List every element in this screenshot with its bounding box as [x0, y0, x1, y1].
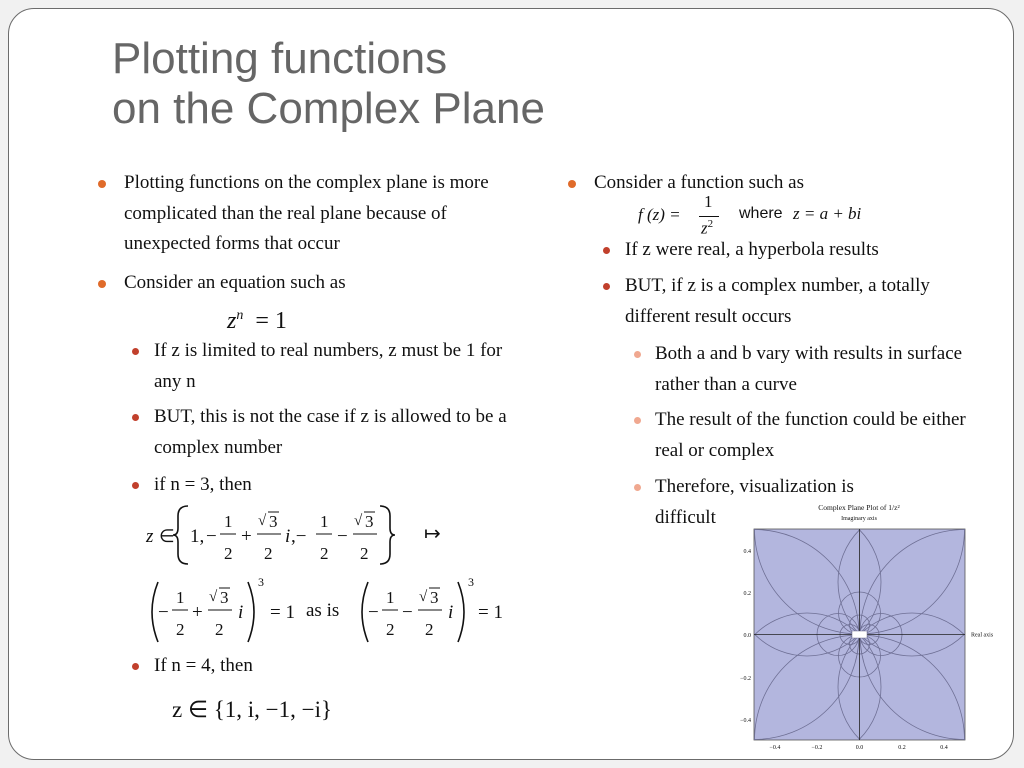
svg-text:√: √	[209, 589, 218, 605]
equation-fourth-roots: z ∈ {1, i, −1, −i}	[172, 697, 333, 722]
y-tick-label: 0.2	[743, 591, 751, 597]
plot-x-axis-label: Real axis	[971, 632, 994, 639]
svg-text:1: 1	[320, 512, 329, 531]
svg-text:−: −	[206, 526, 217, 547]
svg-text:2: 2	[215, 620, 224, 639]
x-tick-label: 0.2	[898, 745, 906, 751]
eq-f-den-base: z	[701, 218, 708, 238]
eq-zn-base: z	[227, 308, 237, 334]
right-third-bullet-1-text: Both a and b vary with results in surface rather than a curve	[655, 343, 963, 395]
x-tick-label: 0.4	[940, 745, 948, 751]
y-tick-label: −0.2	[740, 676, 751, 682]
svg-text:√: √	[419, 589, 428, 605]
left-sub-bullet-3	[154, 470, 514, 501]
svg-text:3: 3	[258, 575, 264, 589]
bullet-dot	[132, 663, 139, 670]
svg-text:2: 2	[386, 620, 395, 639]
svg-text:−: −	[402, 602, 413, 623]
svg-text:1: 1	[176, 588, 185, 607]
bullet-dot	[634, 351, 641, 358]
svg-text:1: 1	[386, 588, 395, 607]
svg-text:z: z	[146, 526, 154, 547]
svg-text:2: 2	[320, 544, 329, 563]
slide-title-line-2: on the Complex Plane	[112, 84, 545, 133]
right-sub-bullet-1	[625, 235, 985, 266]
svg-text:1,: 1,	[190, 526, 205, 547]
svg-text:2: 2	[425, 620, 434, 639]
svg-text:i: i	[285, 526, 291, 547]
x-tick-label: 0.0	[855, 745, 864, 751]
eq-zn-exponent: n	[236, 308, 244, 323]
right-third-bullet-2	[655, 405, 975, 466]
svg-text:2: 2	[224, 544, 233, 563]
svg-text:= 1: = 1	[478, 602, 503, 623]
bullet-dot	[132, 482, 139, 489]
bullet-dot	[98, 280, 106, 288]
left-sub-bullet-3-text: if n = 3, then	[154, 474, 252, 495]
eq-f-fraction-bar	[699, 216, 719, 217]
svg-text:3: 3	[269, 512, 278, 531]
bullet-dot	[634, 417, 641, 424]
right-third-bullet-3-text: Therefore, visualization is difficult	[655, 476, 854, 528]
svg-text:√: √	[354, 513, 363, 529]
plot-y-axis-label: Imaginary axis	[841, 516, 877, 522]
svg-text:∈: ∈	[159, 526, 175, 546]
bullet-dot	[568, 180, 576, 188]
slide-title	[112, 34, 545, 134]
svg-text:−: −	[158, 602, 169, 623]
svg-text:= 1: = 1	[270, 602, 295, 623]
complex-plane-plot	[731, 499, 997, 756]
svg-text:2: 2	[264, 544, 273, 563]
left-bullet-2-text: Consider an equation such as	[124, 272, 346, 293]
eq-f-lhs: f (z) =	[638, 205, 681, 224]
right-sub-bullet-2	[625, 271, 970, 332]
right-bullet-1	[594, 168, 974, 199]
svg-text:+: +	[192, 602, 203, 623]
svg-text:i: i	[238, 602, 244, 623]
right-third-bullet-1	[655, 339, 975, 400]
mapsto-symbol: ↦	[424, 523, 441, 545]
svg-text:−: −	[368, 602, 379, 623]
x-tick-label: −0.4	[769, 745, 781, 751]
eq-where-expr: z = a + bi	[793, 204, 862, 223]
left-sub-bullet-1-text: If z is limited to real numbers, z must be 1 for any n	[154, 340, 503, 392]
left-bullet-2	[124, 268, 524, 299]
right-sub-bullet-2-text: BUT, if z is a complex number, a totally different result occurs	[625, 275, 930, 327]
svg-text:3: 3	[365, 512, 374, 531]
bullet-dot	[132, 348, 139, 355]
y-tick-label: 0.4	[743, 549, 751, 555]
svg-text:√: √	[258, 513, 267, 529]
svg-text:2: 2	[360, 544, 369, 563]
eq-f-numerator: 1	[704, 192, 713, 211]
svg-text:+: +	[241, 526, 252, 547]
left-sub-bullet-2	[154, 402, 514, 463]
y-tick-label: 0.0	[743, 633, 751, 639]
eq-as-is-text: as is	[306, 600, 340, 621]
svg-text:2: 2	[176, 620, 185, 639]
eq-zn-rhs: = 1	[255, 308, 287, 334]
eq-f-den-exp: 2	[707, 218, 714, 230]
svg-text:−: −	[337, 526, 348, 547]
svg-text:3: 3	[220, 588, 229, 607]
right-sub-bullet-1-text: If z were real, a hyperbola results	[625, 239, 879, 260]
svg-text:3: 3	[468, 575, 474, 589]
svg-text:i: i	[448, 602, 454, 623]
equation-zn-equals-1	[227, 308, 287, 335]
bullet-dot	[603, 283, 610, 290]
svg-text:1: 1	[224, 512, 233, 531]
bullet-dot	[132, 414, 139, 421]
eq-where: where	[739, 205, 783, 222]
left-bullet-1	[124, 168, 524, 260]
svg-text:,−: ,−	[291, 526, 307, 547]
left-sub-bullet-1	[154, 336, 514, 397]
svg-text:3: 3	[430, 588, 439, 607]
y-tick-label: −0.4	[740, 718, 751, 724]
bullet-dot	[634, 484, 641, 491]
plot-title: Complex Plane Plot of 1/z²	[818, 503, 900, 512]
equation-cube-roots-set	[140, 500, 460, 570]
left-sub-bullet-4	[154, 651, 514, 682]
left-bullet-1-text: Plotting functions on the complex plane is more complicated than the real plane because of unexpected forms that occur	[124, 172, 489, 254]
left-sub-bullet-2-text: BUT, this is not the case if z is allowed to be a complex number	[154, 406, 507, 458]
right-third-bullet-2-text: The result of the function could be either real or complex	[655, 409, 966, 461]
left-sub-bullet-4-text: If n = 4, then	[154, 655, 253, 676]
x-tick-label: −0.2	[811, 745, 823, 751]
slide-title-line-1: Plotting functions	[112, 34, 448, 83]
right-bullet-1-text: Consider a function such as	[594, 172, 805, 193]
bullet-dot	[603, 247, 610, 254]
bullet-dot	[98, 180, 106, 188]
plot-center-singularity	[852, 631, 867, 638]
